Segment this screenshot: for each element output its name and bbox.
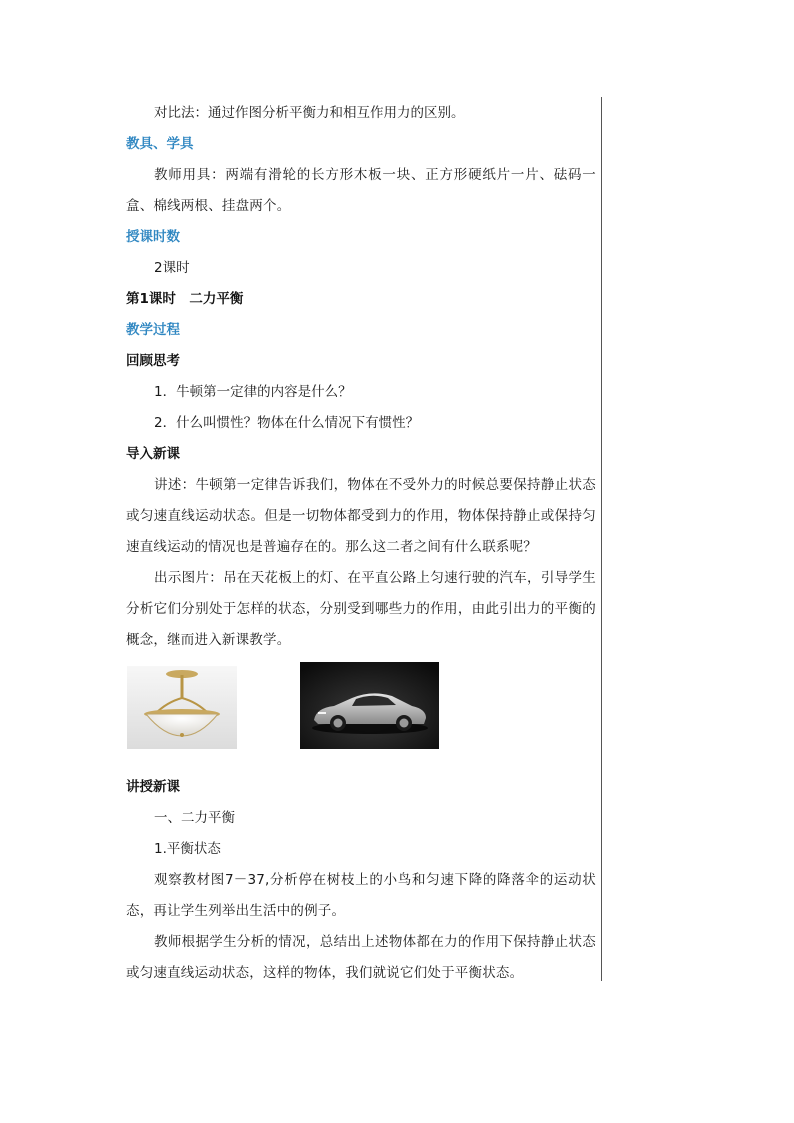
sports-car-photo — [300, 662, 439, 749]
ceiling-lamp-photo — [127, 666, 237, 749]
hours-text: 2课时 — [154, 260, 190, 276]
review-question-1: 1．牛顿第一定律的内容是什么？ — [154, 384, 352, 400]
lesson-title: 第1课时 二力平衡 — [126, 291, 244, 307]
heading-teach: 讲授新课 — [126, 779, 180, 795]
document-body — [126, 98, 596, 989]
heading-tools: 教具、学具 — [126, 136, 194, 152]
heading-intro: 导入新课 — [126, 446, 180, 462]
intro-paragraph-1: 讲述：牛顿第一定律告诉我们，物体在不受外力的时候总要保持静止状态或匀速直线运动状态。但是一切物体都受到力的作用，物体保持静止或保持匀速直线运动的情况也是普遍存在的。那么这二者之间有什么联系呢？ — [126, 477, 596, 555]
teach-paragraph-1: 观察教材图7－37,分析停在树枝上的小鸟和匀速下降的降落伞的运动状态，再让学生列举出生活中的例子。 — [126, 872, 596, 919]
review-question-2: 2．什么叫惯性？物体在什么情况下有惯性？ — [154, 415, 420, 431]
margin-rule — [601, 97, 602, 981]
figure-row — [126, 662, 596, 772]
section-1-1-title: 1.平衡状态 — [154, 841, 221, 857]
section-1-title: 一、二力平衡 — [154, 810, 235, 826]
method-line: 对比法：通过作图分析平衡力和相互作用力的区别。 — [154, 105, 465, 121]
tools-paragraph: 教师用具：两端有滑轮的长方形木板一块、正方形硬纸片一片、砝码一盒、棉线两根、挂盘两个。 — [126, 167, 596, 214]
teach-paragraph-2: 教师根据学生分析的情况，总结出上述物体都在力的作用下保持静止状态或匀速直线运动状态，这样的物体，我们就说它们处于平衡状态。 — [126, 934, 596, 981]
heading-process: 教学过程 — [126, 322, 180, 338]
intro-paragraph-2: 出示图片：吊在天花板上的灯、在平直公路上匀速行驶的汽车，引导学生分析它们分别处于怎样的状态，分别受到哪些力的作用，由此引出力的平衡的概念，继而进入新课教学。 — [126, 570, 596, 648]
heading-hours: 授课时数 — [126, 229, 180, 245]
heading-review: 回顾思考 — [126, 353, 180, 369]
